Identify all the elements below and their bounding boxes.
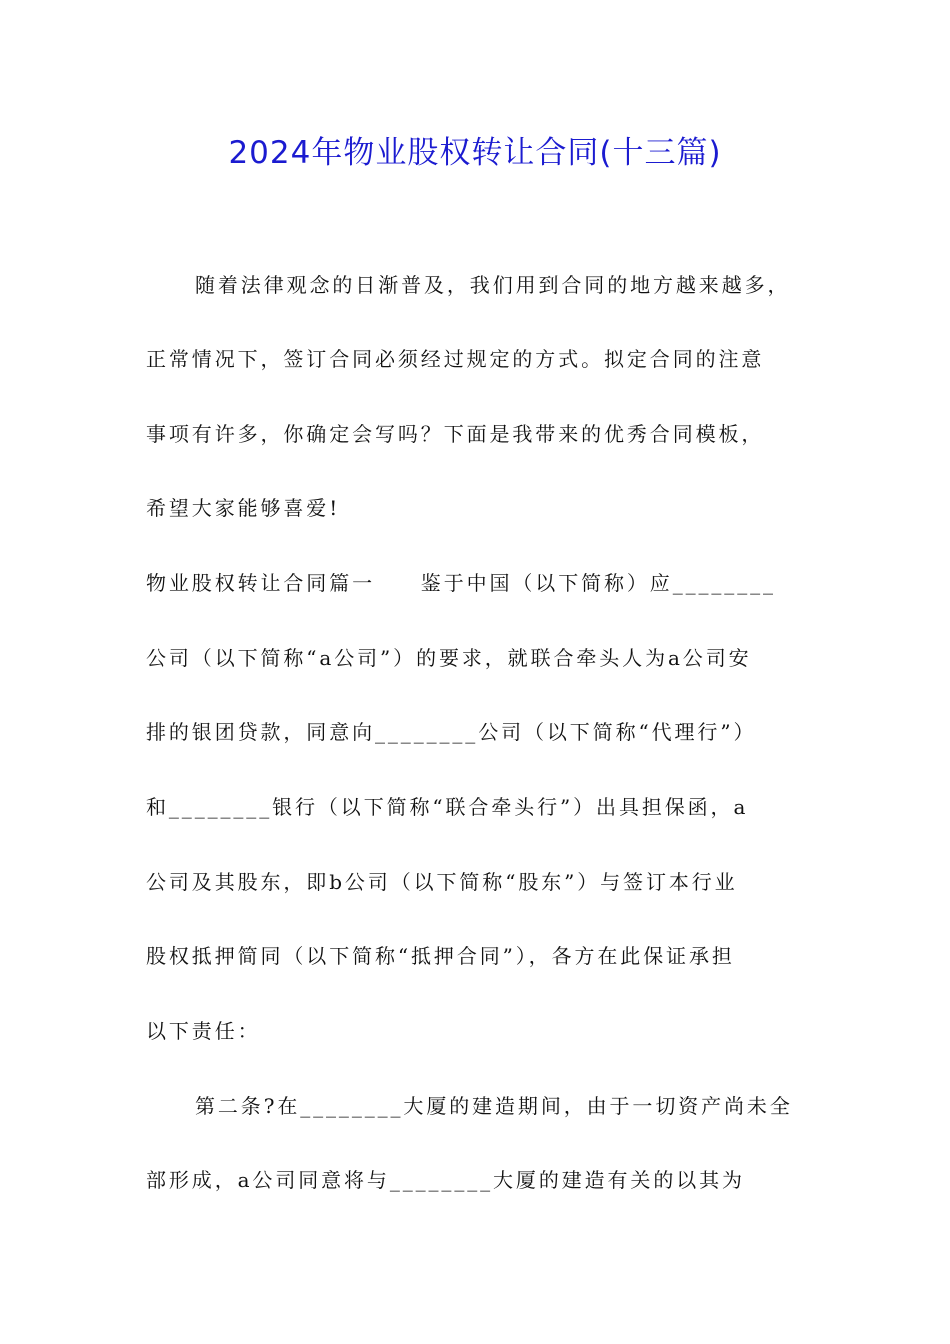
- paragraph-line: 随着法律观念的日渐普及，我们用到合同的地方越来越多，: [195, 273, 791, 297]
- paragraph-line: 物业股权转让合同篇一 鉴于中国（以下简称）应________: [146, 571, 776, 595]
- paragraph-line: 和________银行（以下简称“联合牵头行”）出具担保函，a: [146, 795, 749, 819]
- paragraph-line: 第二条?在________大厦的建造期间，由于一切资产尚未全: [195, 1094, 793, 1118]
- document-title: 2024年物业股权转让合同(十三篇): [228, 135, 722, 171]
- paragraph-line: 股权抵押简同（以下简称“抵押合同”），各方在此保证承担: [146, 944, 735, 968]
- paragraph-line: 事项有许多，你确定会写吗？下面是我带来的优秀合同模板，: [146, 422, 765, 446]
- paragraph-line: 排的银团贷款，同意向________公司（以下简称“代理行”）: [146, 720, 757, 744]
- paragraph-line: 公司及其股东，即b公司（以下简称“股东”）与签订本行业: [146, 870, 738, 894]
- paragraph-line: 正常情况下，签订合同必须经过规定的方式。拟定合同的注意: [146, 347, 765, 371]
- paragraph-line: 部形成，a公司同意将与________大厦的建造有关的以其为: [146, 1168, 745, 1192]
- paragraph-line: 希望大家能够喜爱!: [146, 496, 341, 520]
- paragraph-line: 以下责任：: [146, 1019, 261, 1043]
- paragraph-line: 公司（以下简称“a公司”）的要求，就联合牵头人为a公司安: [146, 646, 752, 670]
